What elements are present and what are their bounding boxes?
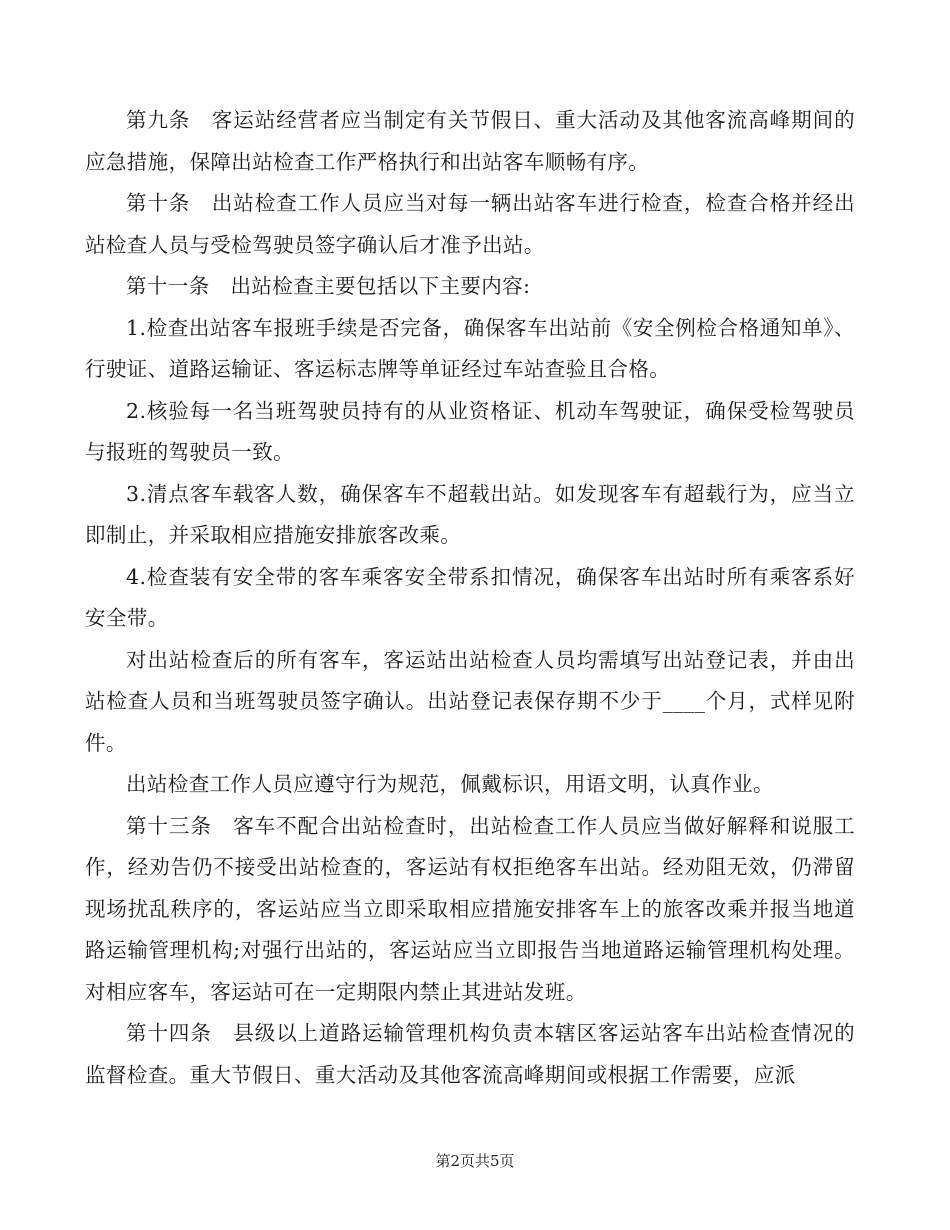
- conduct-paragraph: 出站检查工作人员应遵守行为规范，佩戴标识，用语文明，认真作业。: [126, 772, 774, 796]
- page-footer: 第2页共5页: [435, 1152, 515, 1170]
- article-11-item-3: 3.清点客车载客人数，确保客车不超载出站。如发现客车有超载行为，应当立即制止，并采取相应措施安排旅客改乘。: [85, 481, 855, 547]
- article-11-item-1: 1.检查出站客车报班手续是否完备，确保客车出站前《安全例检合格通知单》、行驶证、道路运输证、客运标志牌等单证经过车站查验且合格。: [85, 315, 855, 381]
- article-11: 第十一条 出站检查主要包括以下主要内容:: [126, 274, 531, 298]
- article-13: 第十三条 客车不配合出站检查时，出站检查工作人员应当做好解释和说服工作，经劝告仍不接受出站检查的，客运站有权拒绝客车出站。经劝阻无效，仍滞留现场扰乱秩序的，客运站应当立即采取相应措施安排客车上的旅客改乘并报当地道路运输管理机构;对强行出站的，客运站应当立即报告当地道路运输管理机构处理。对相应客车，客运站可在一定期限内禁止其进站发班。: [85, 813, 855, 1004]
- registration-paragraph: 对出站检查后的所有客车，客运站出站检查人员均需填写出站登记表，并由出站检查人员和当班驾驶员签字确认。出站登记表保存期不少于____个月，式样见附件。: [85, 647, 855, 755]
- article-9: 第九条 客运站经营者应当制定有关节假日、重大活动及其他客流高峰期间的应急措施，保障出站检查工作严格执行和出站客车顺畅有序。: [85, 108, 855, 174]
- article-11-item-4: 4.检查装有安全带的客车乘客安全带系扣情况，确保客车出站时所有乘客系好安全带。: [85, 564, 855, 630]
- article-10: 第十条 出站检查工作人员应当对每一辆出站客车进行检查，检查合格并经出站检查人员与受检驾驶员签字确认后才准予出站。: [85, 191, 855, 257]
- document-body: [85, 100, 855, 1096]
- article-14: 第十四条 县级以上道路运输管理机构负责本辖区客运站客车出站检查情况的监督检查。重大节假日、重大活动及其他客流高峰期间或根据工作需要，应派: [85, 1021, 855, 1087]
- article-11-item-2: 2.核验每一名当班驾驶员持有的从业资格证、机动车驾驶证，确保受检驾驶员与报班的驾驶员一致。: [85, 398, 855, 464]
